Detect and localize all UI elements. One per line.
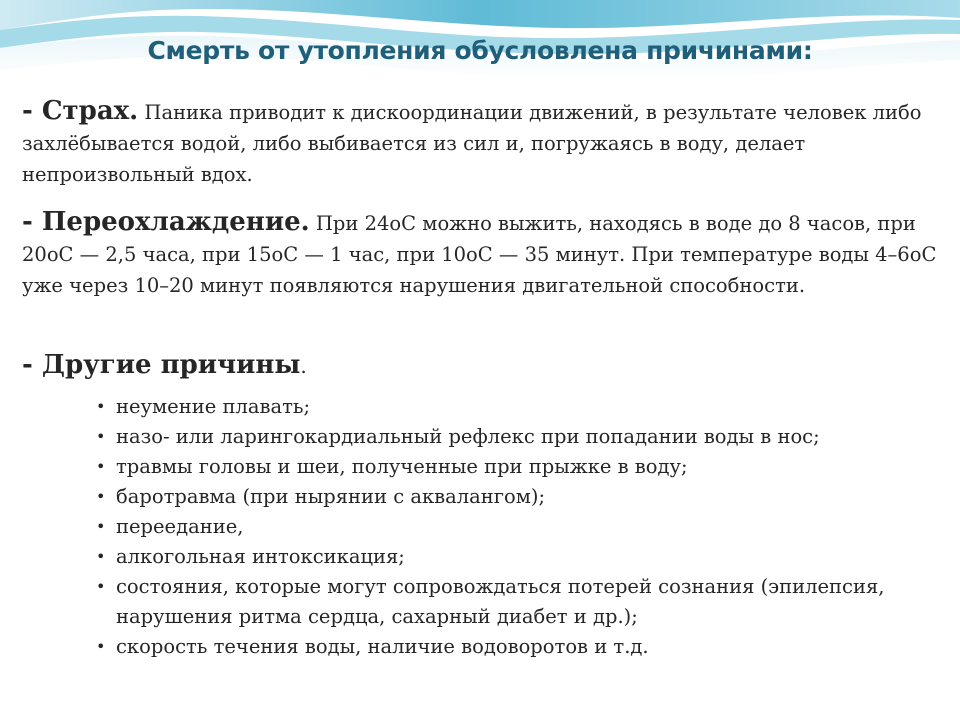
list-item	[96, 392, 936, 422]
bullet-icon: •	[96, 487, 106, 506]
section-dash: -	[22, 207, 42, 237]
bullet-icon: •	[96, 577, 106, 596]
bullet-icon: •	[96, 457, 106, 476]
section-lead: Переохлаждение.	[41, 207, 310, 237]
section-text: При 24оС можно выжить, находясь в воде до 8 часов, при 20оС — 2,5 часа, при 15оС — 1 час, при 10оС — 35 минут. При температуре воды 4–6оС уже через 10–20 минут появляются нарушения двигательной способности.	[22, 212, 937, 297]
bullet-icon: •	[96, 637, 106, 656]
causes-list	[96, 392, 936, 662]
bullet-icon: •	[96, 427, 106, 446]
list-item-text: баротравма (при нырянии с аквалангом);	[116, 485, 546, 508]
bullet-icon: •	[96, 397, 106, 416]
list-item-text: травмы головы и шеи, полученные при прыжке в воду;	[116, 455, 688, 478]
bullet-icon: •	[96, 517, 106, 536]
list-item	[96, 542, 936, 572]
list-item	[96, 452, 936, 482]
section-text: Паника приводит к дискоординации движений, в результате человек либо захлёбывается водой, либо выбивается из сил и, погружаясь в воду, делает непроизвольный вдох.	[22, 101, 922, 186]
list-item	[96, 482, 936, 512]
list-item-text: переедание,	[116, 515, 244, 538]
section-other-causes	[22, 350, 942, 382]
list-item-text: скорость течения воды, наличие водоворотов и т.д.	[116, 635, 649, 658]
section-hypothermia	[22, 207, 942, 301]
section-lead: Страх.	[41, 96, 139, 126]
list-item-text: состояния, которые могут сопровождаться потерей сознания (эпилепсия, нарушения ритма сердца, сахарный диабет и др.);	[116, 575, 885, 628]
list-item	[96, 572, 936, 632]
list-item-text: назо- или ларингокардиальный рефлекс при попадании воды в нос;	[116, 425, 820, 448]
list-item-text: неумение плавать;	[116, 395, 311, 418]
section-dash: -	[22, 96, 42, 126]
section-lead: Другие причины	[41, 350, 301, 380]
section-text: .	[300, 355, 307, 378]
list-item-text: алкогольная интоксикация;	[116, 545, 405, 568]
bullet-icon: •	[96, 547, 106, 566]
section-dash: -	[22, 350, 42, 380]
list-item	[96, 422, 936, 452]
list-item	[96, 512, 936, 542]
list-item	[96, 632, 936, 662]
slide-title: Смерть от утопления обусловлена причинами:	[147, 36, 813, 65]
section-fear	[22, 96, 942, 190]
